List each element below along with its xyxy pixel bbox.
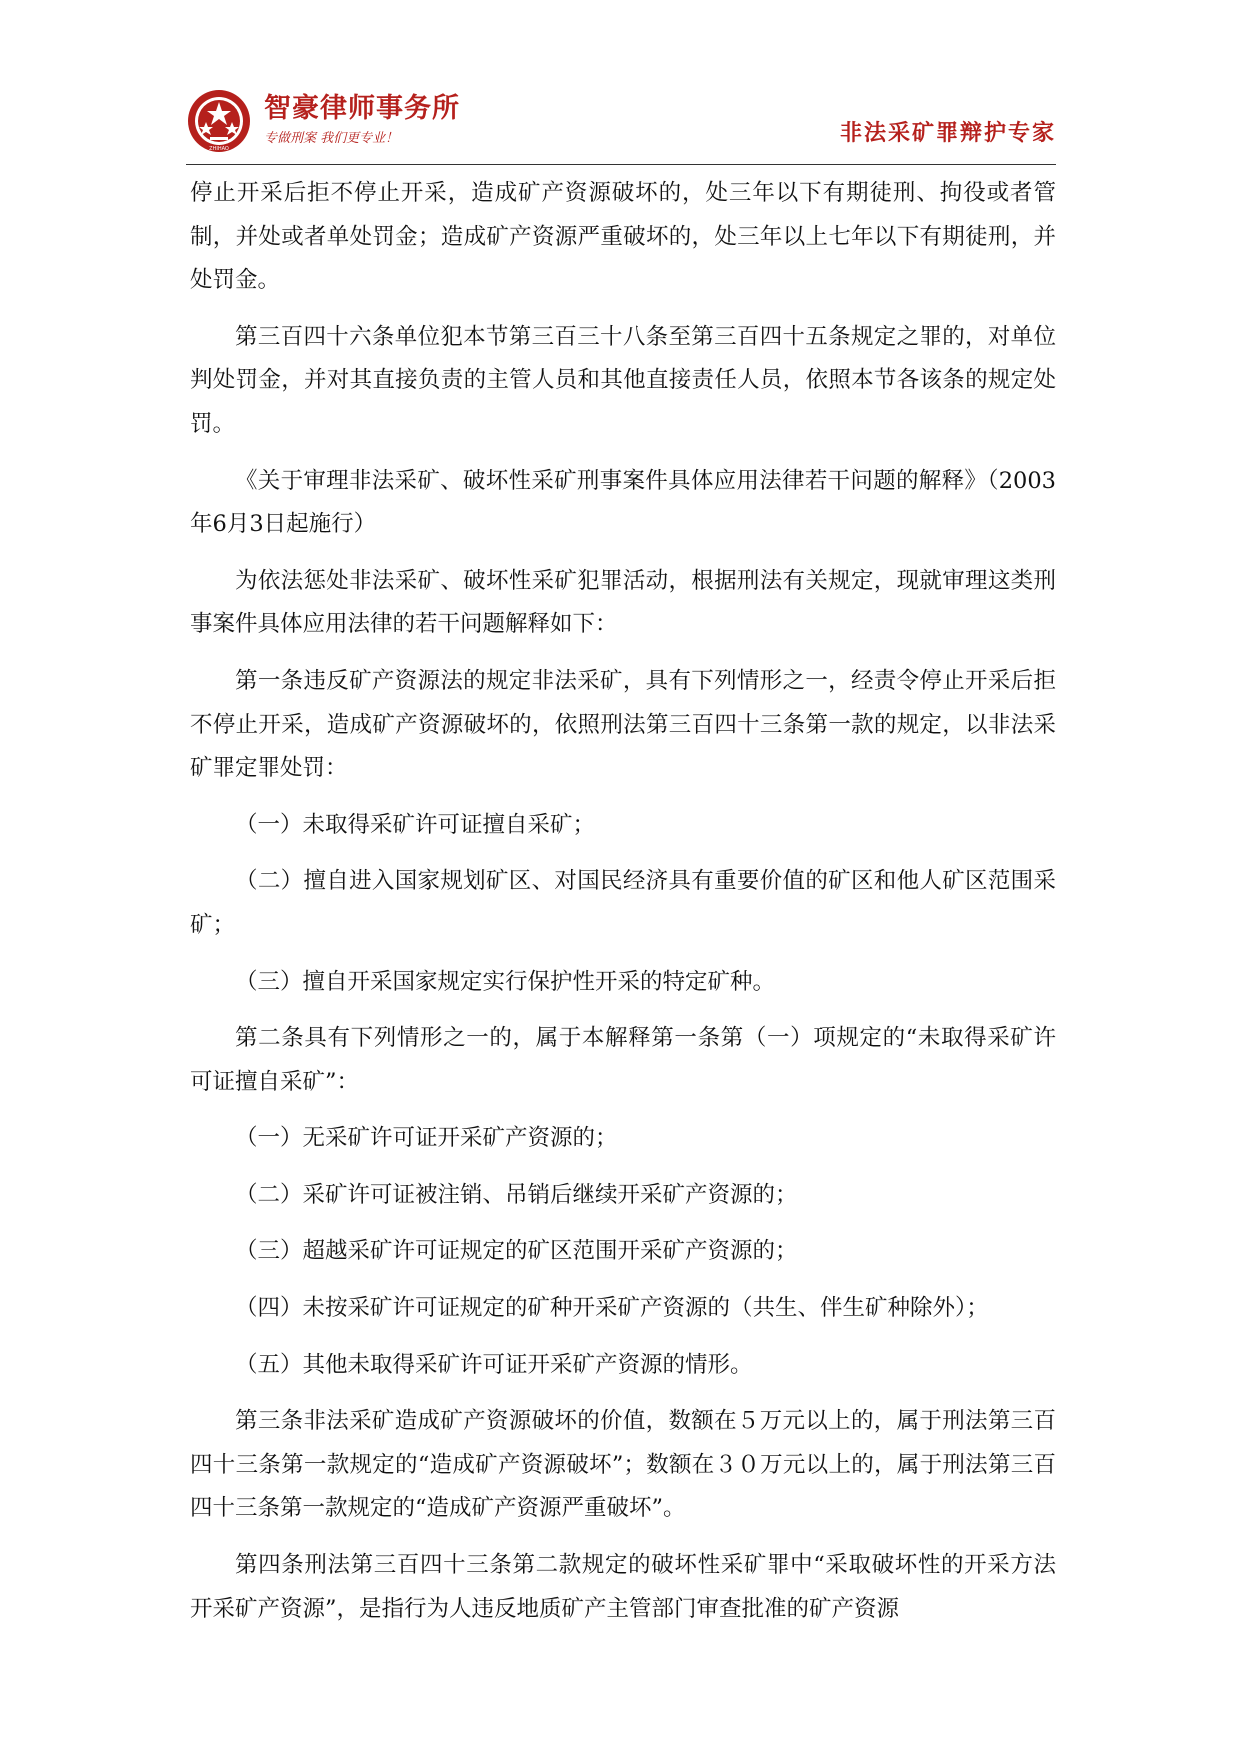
logo-name: 智豪律师事务所 — [264, 93, 460, 124]
list-item: （五）其他未取得采矿许可证开采矿产资源的情形。 — [235, 1351, 753, 1378]
logo-slogan: 专做刑案 我们更专业！ — [264, 131, 399, 146]
paragraph: 第四条刑法第三百四十三条第二款规定的破坏性采矿罪中“采取破坏性的开采方法开采矿产资源”，是指行为人违反地质矿产主管部门审查批准的矿产资源 — [190, 1552, 1056, 1622]
list-item: （四）未按采矿许可证规定的矿种开采矿产资源的（共生、伴生矿种除外）； — [235, 1295, 989, 1322]
paragraph: 第三百四十六条单位犯本节第三百三十八条至第三百四十五条规定之罪的，对单位判处罚金，并对其直接负责的主管人员和其他直接责任人员，依照本节各该条的规定处罚。 — [190, 323, 1056, 437]
list-item: （一）未取得采矿许可证擅自采矿； — [235, 811, 596, 838]
paragraph: 第一条违反矿产资源法的规定非法采矿，具有下列情形之一，经责令停止开采后拒不停止开采，造成矿产资源破坏的，依照刑法第三百四十三条第一款的规定，以非法采矿罪定罪处罚： — [190, 667, 1056, 782]
paragraph: 停止开采后拒不停止开采，造成矿产资源破坏的，处三年以下有期徒刑、拘役或者管制，并处或者单处罚金；造成矿产资源严重破坏的，处三年以上七年以下有期徒刑，并处罚金。 — [190, 180, 1056, 294]
header-divider — [186, 164, 1056, 165]
list-item: （二）采矿许可证被注销、吊销后继续开采矿产资源的； — [235, 1181, 798, 1208]
paragraph: 第三条非法采矿造成矿产资源破坏的价值，数额在５万元以上的，属于刑法第三百四十三条第一款规定的“造成矿产资源破坏”；数额在３０万元以上的，属于刑法第三百四十三条第一款规定的“造成矿产资源严重破坏”。 — [190, 1408, 1056, 1522]
paragraph: 为依法惩处非法采矿、破坏性采矿犯罪活动，根据刑法有关规定，现就审理这类刑事案件具体应用法律的若干问题解释如下： — [190, 567, 1056, 638]
document-body — [190, 172, 1056, 1644]
list-item: （三）超越采矿许可证规定的矿区范围开采矿产资源的； — [235, 1238, 798, 1265]
logo-text — [264, 94, 460, 146]
paragraph: 《关于审理非法采矿、破坏性采矿刑事案件具体应用法律若干问题的解释》（2003年6月3日起施行） — [190, 467, 1056, 538]
law-firm-emblem-icon — [186, 88, 252, 154]
list-item: （二）擅自进入国家规划矿区、对国民经济具有重要价值的矿区和他人矿区范围采矿； — [190, 868, 1056, 938]
list-item: （三）擅自开采国家规定实行保护性开采的特定矿种。 — [235, 968, 776, 995]
logo-ring-text: ZHIHAO — [209, 146, 229, 152]
paragraph: 第二条具有下列情形之一的，属于本解释第一条第（一）项规定的“未取得采矿许可证擅自采矿”： — [190, 1025, 1056, 1095]
list-item: （一）无采矿许可证开采矿产资源的； — [235, 1125, 618, 1152]
page-header — [186, 82, 1056, 162]
header-tagline: 非法采矿罪辩护专家 — [839, 121, 1056, 146]
